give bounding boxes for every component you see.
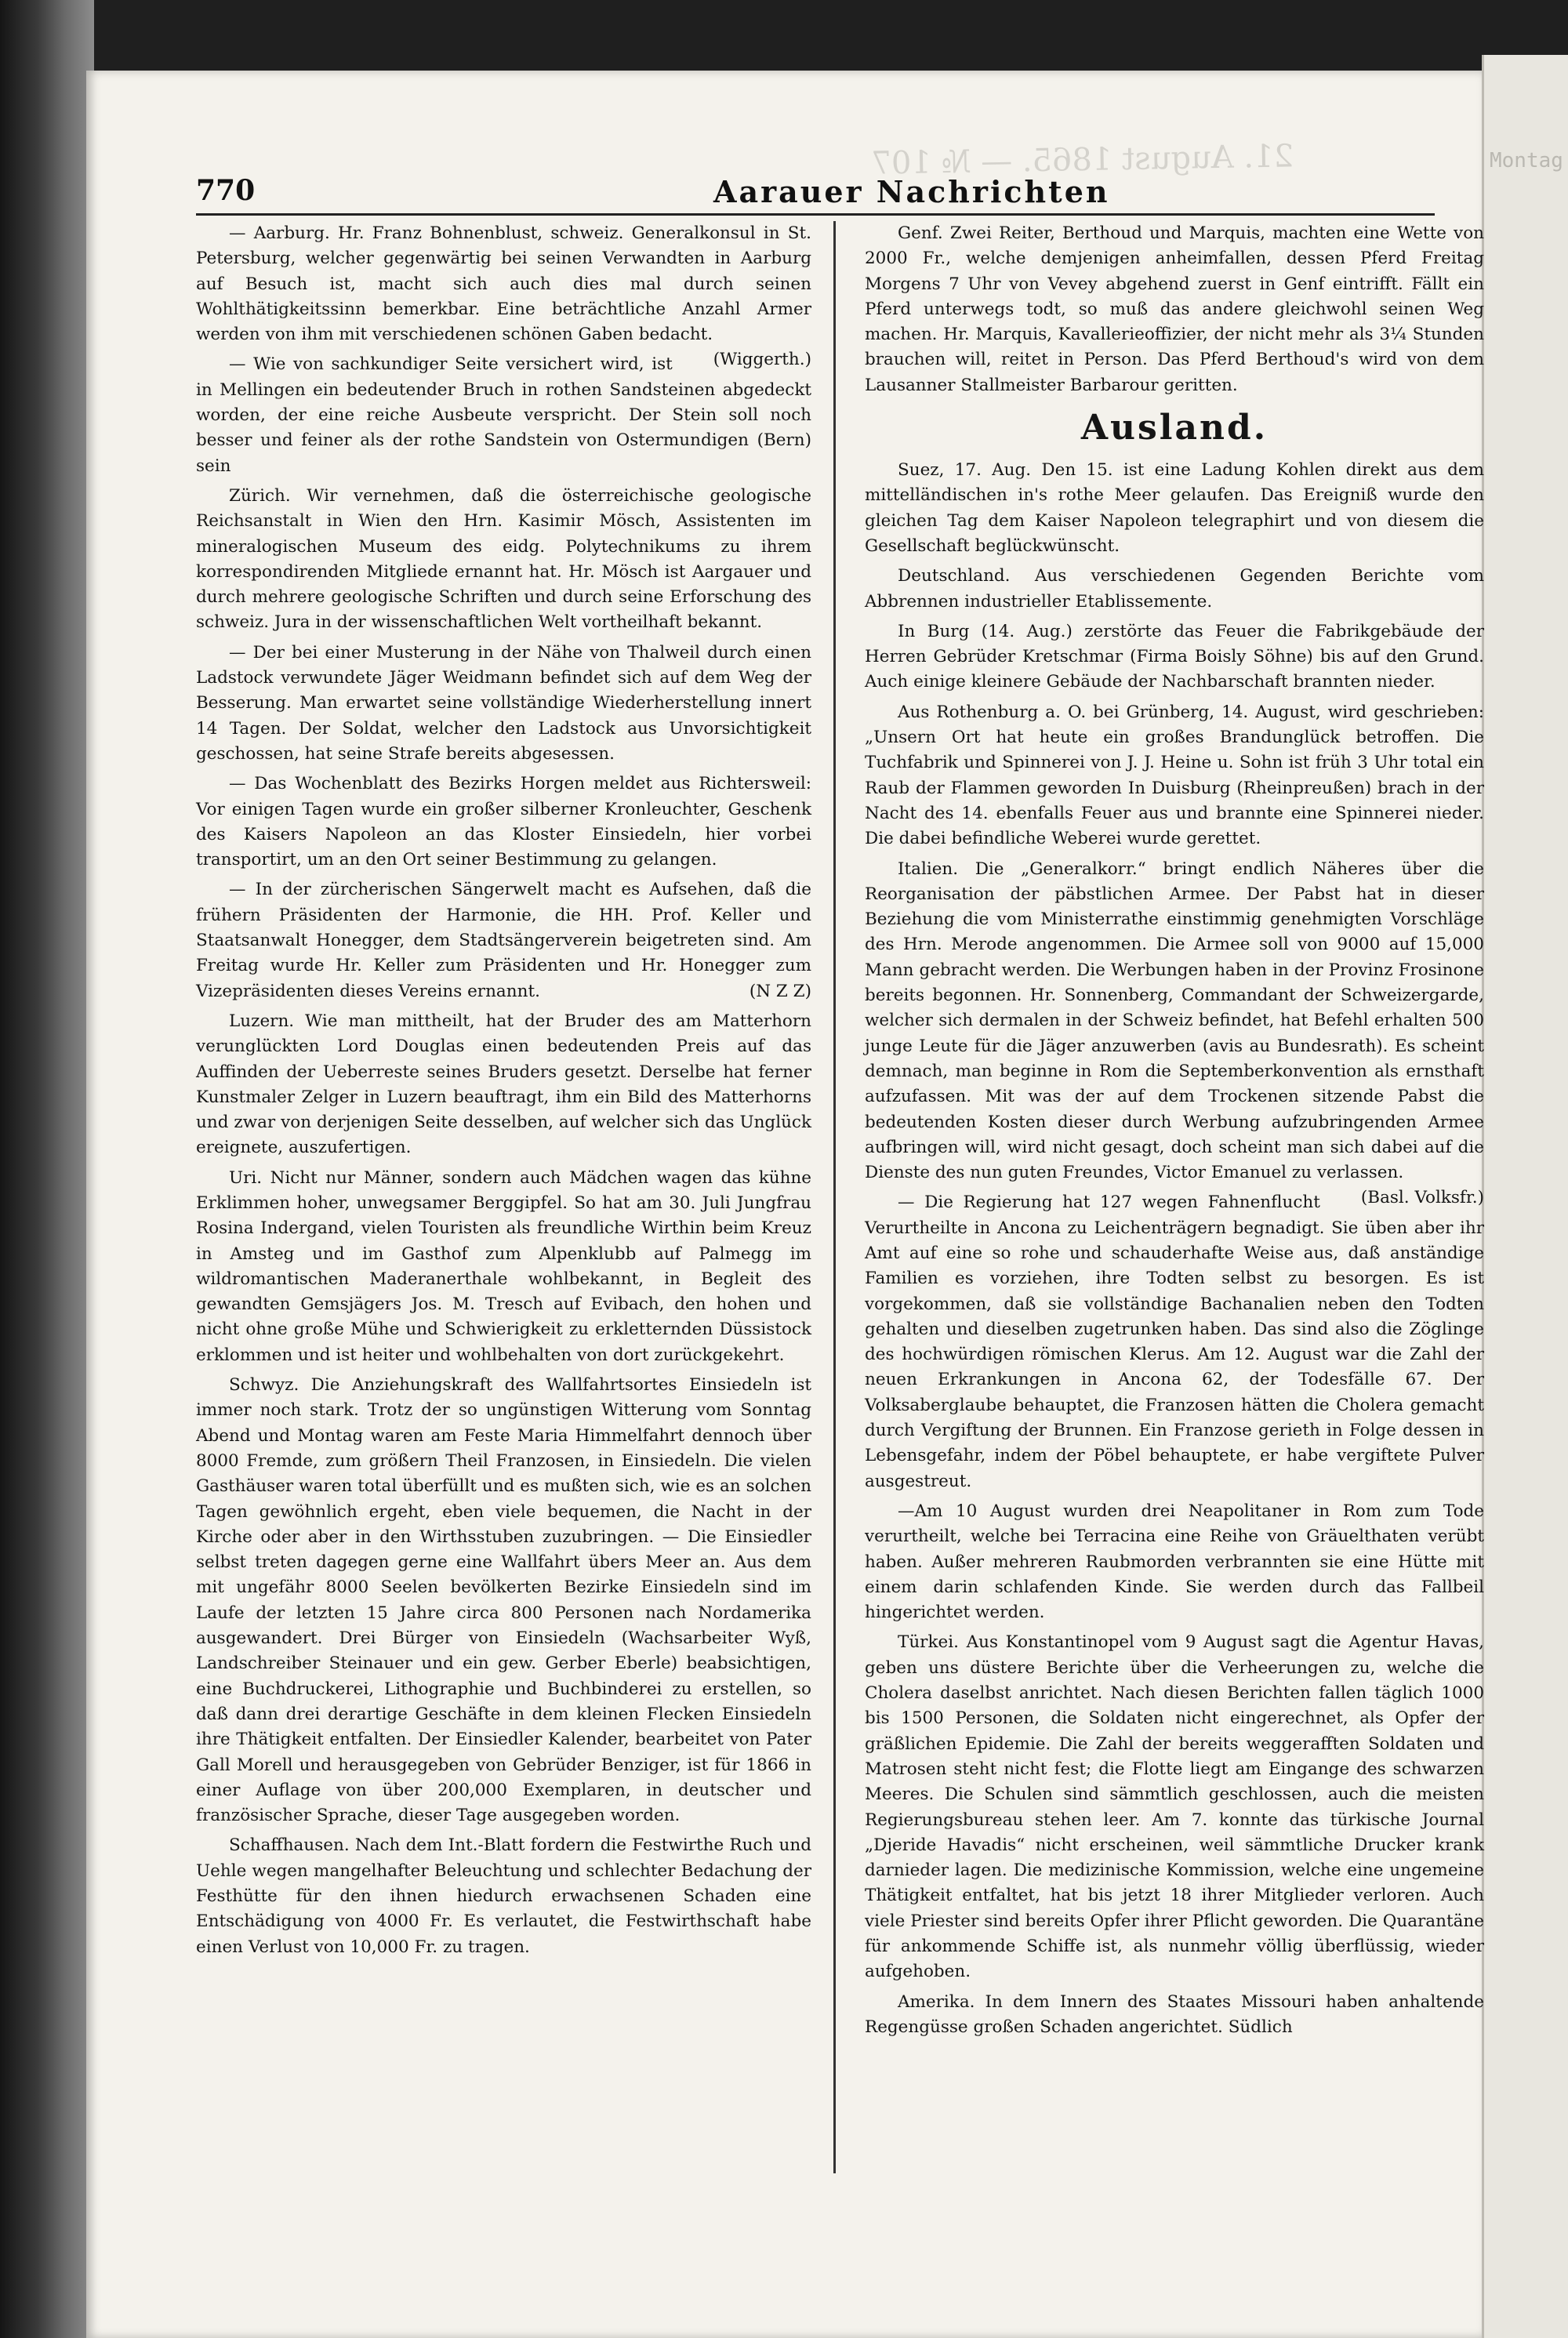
news-paragraph	[865, 1990, 1484, 2041]
right-column	[865, 221, 1484, 2040]
paragraph-text: — In der zürcherischen Sängerwelt macht es Aufsehen, daß die frühern Präsidenten der Harmonie, die HH. Prof. Keller und Staatsanwalt Honegger, dem Stadtsängerverein beigetreten sind. Am Freitag wurde Hr. Keller zum Präsidenten und Hr. Honegger zum Vizepräsidenten dieses Vereins ernannt.	[196, 880, 811, 1001]
news-paragraph	[196, 221, 811, 370]
news-paragraph	[865, 564, 1484, 615]
newspaper-title: Aarauer Nachrichten	[713, 174, 1110, 209]
ghost-text-right: Montag	[1490, 149, 1563, 172]
news-paragraph	[865, 1499, 1484, 1625]
paragraph-text: Zürich. Wir vernehmen, daß die österreichische geologische Reichsanstalt in Wien den Hrn. Kasimir Mösch, Assistenten im mineralogischen Museum des eidg. Polytechnikums zu ihrem korrespondirenden Mitgliede ernannt hat. Hr. Mösch ist Aargauer und durch mehrere geologische Schriften und durch seine Erforschung des schweiz. Jura in der wissenschaftlichen Welt vortheilhaft bekannt.	[196, 485, 811, 633]
news-paragraph	[865, 221, 1484, 398]
source-credit: (Wiggerth.)	[713, 350, 811, 370]
paragraph-text: Schaffhausen. Nach dem Int.-Blatt fordern die Festwirthe Ruch und Uehle wegen mangelhafter Beleuchtung und schlechter Bedachung der Festhütte für den ihnen hiedurch erwachsenen Schaden eine Entschädigung von 4000 Fr. Es verlautet, die Festwirthschaft habe einen Verlust von 10,000 Fr. zu tragen.	[196, 1835, 811, 1957]
news-paragraph	[196, 484, 811, 636]
paragraph-text: —Am 10 August wurden drei Neapolitaner in Rom zum Tode verurtheilt, welche bei Terracina eine Reihe von Gräuelthaten verübt haben. Außer mehreren Raubmorden verbrannten sie eine Hütte mit einem darin schlafenden Kinde. Sie werden durch das Fallbeil hingerichtet werden.	[865, 1501, 1484, 1623]
page-number: 770	[196, 174, 256, 207]
paragraph-text: — Das Wochenblatt des Bezirks Horgen meldet aus Richtersweil: Vor einigen Tagen wurde ein großer silberner Kronleuchter, Geschenk des Kaisers Napoleon an das Kloster Einsiedeln, hier vorbei transportirt, um an den Ort seiner Bestimmung zu gelangen.	[196, 774, 811, 870]
paragraph-text: Türkei. Aus Konstantinopel vom 9 August sagt die Agentur Havas, geben uns düstere Berichte über die Verheerungen zu, welche die Cholera daselbst anrichtet. Nach diesen Berichten fallen täglich 1000 bis 1500 Personen, die Soldaten nicht eingerechnet, als Opfer der gräßlichen Epidemie. Die Zahl der bereits weggerafften Soldaten und Matrosen steht nicht fest; die Flotte liegt am Eingange des schwarzen Meeres. Die Schulen sind sämmtlich geschlossen, auch die meisten Regierungsbureau stehen leer. Am 7. konnte das türkische Journal „Djeride Havadis“ nicht erscheinen, weil sämmtliche Drucker krank darnieder lagen. Die medizinische Kommission, welche eine ungemeine Thätigkeit entfaltet, hat bis jetzt 18 ihrer Mitglieder verloren. Auch viele Priester sind bereits Opfer ihrer Pflicht geworden. Die Quarantäne für ankommende Schiffe ist, als nunmehr völlig überflüssig, wieder aufgehoben.	[865, 1632, 1484, 1982]
news-paragraph	[196, 771, 811, 873]
news-paragraph	[865, 1190, 1484, 1494]
paragraph-text: Italien. Die „Generalkorr.“ bringt endlich Näheres über die Reorganisation der päbstlichen Armee. Der Pabst hat in dieser Beziehung die vom Ministerrathe einstimmig genehmigten Vorschläge des Hrn. Merode angenommen. Die Armee soll von 9000 auf 15,000 Mann gebracht werden. Die Werbungen haben in der Provinz Frosinone bereits begonnen. Hr. Sonnenberg, Commandant der Schweizergarde, welcher sich dermalen in der Schweiz befindet, hat Befehl erhalten 500 junge Leute für die Jäger anzuwerben (avis au Bundesrath). Es scheint demnach, man beginne in Rom die Septemberkonvention als ernsthaft aufzufassen. Mit was der auf dem Trockenen sitzende Pabst die bedeutenden Kosten dieser durch Werbung aufzubringenden Armee aufbringen will, wird nicht gesagt, doch scheint man sich dabei auf die Dienste des nun guten Freundes, Victor Emanuel zu verlassen.	[865, 859, 1484, 1183]
news-paragraph	[196, 641, 811, 767]
news-paragraph	[196, 1833, 811, 1959]
paragraph-text: — Der bei einer Musterung in der Nähe von Thalweil durch einen Ladstock verwundete Jäger Weidmann befindet sich auf dem Weg der Besserung. Man erwartet seine vollständige Wiederherstellung innert 14 Tagen. Der Soldat, welcher den Ladstock aus Unvorsichtigkeit geschossen, hat seine Strafe bereits abgesessen.	[196, 642, 811, 764]
paragraph-text: Luzern. Wie man mittheilt, hat der Bruder des am Matterhorn verunglückten Lord Douglas einen bedeutenden Preis auf das Auffinden der Ueberreste seines Bruders gesetzt. Derselbe hat ferner Kunstmaler Zelger in Luzern beauftragt, ihm ein Bild des Matterhorns und zwar von derjenigen Seite desselben, auf welcher sich das Unglück ereignete, auszufertigen.	[196, 1011, 811, 1158]
left-column	[196, 221, 811, 1960]
paragraph-text: Suez, 17. Aug. Den 15. ist eine Ladung Kohlen direkt aus dem mittelländischen in's rothe Meer gelaufen. Das Ereigniß wurde den gleichen Tag dem Kaiser Napoleon telegraphirt und von diesem die Gesellschaft beglückwünscht.	[865, 460, 1484, 556]
news-paragraph	[865, 700, 1484, 852]
column-divider	[833, 221, 836, 2173]
paragraph-text: Uri. Nicht nur Männer, sondern auch Mädchen wagen das kühne Erklimmen hoher, unwegsamer Berggipfel. So hat am 30. Juli Jungfrau Rosina Indergand, vielen Touristen als freundliche Wirthin beim Kreuz in Amsteg und im Gasthof zum Alpenklubb auf Palmegg im wildromantischen Maderanerthale wohlbekannt, in Begleit des gewandten Gemsjägers Jos. M. Tresch auf Evibach, den hohen und nicht ohne große Mühe und Schwierigkeit zu erkletternden Düssistock erklommen und ist heiter und wohlbehalten von dort zurückgekehrt.	[196, 1167, 811, 1365]
next-page-edge	[1482, 55, 1568, 2338]
paragraph-text: Genf. Zwei Reiter, Berthoud und Marquis, machten eine Wette von 2000 Fr., welche demjenigen anheimfallen, dessen Pferd Freitag Morgens 7 Uhr von Vevey abgehend zuerst in Genf eintrifft. Fällt ein Pferd unterwegs todt, so muß das andere gleichwohl seinen Weg machen. Hr. Marquis, Kavallerieoffizier, der nicht mehr als 3¼ Stunden brauchen will, reitet in Person. Das Pferd Berthoud's wird von dem Lausanner Stallmeister Barbarour geritten.	[865, 223, 1484, 395]
news-paragraph	[196, 877, 811, 1004]
news-paragraph	[865, 1630, 1484, 1984]
news-paragraph	[196, 1009, 811, 1161]
paragraph-text: Deutschland. Aus verschiedenen Gegenden Berichte vom Abbrennen industrieller Etablissemente.	[865, 566, 1484, 612]
paragraph-text: Aus Rothenburg a. O. bei Grünberg, 14. August, wird geschrieben: „Unsern Ort hat heute ein großes Brandunglück betroffen. Die Tuchfabrik und Spinnerei von J. J. Heine u. Sohn ist früh 3 Uhr total ein Raub der Flammen geworden In Duisburg (Rheinpreußen) brach in der Nacht des 14. ebenfalls Feuer aus und brannte eine Spinnerei nieder. Die dabei befindliche Weberei wurde gerettet.	[865, 702, 1484, 849]
news-paragraph	[196, 1166, 811, 1368]
section-heading: Ausland.	[1080, 408, 1269, 448]
paragraph-text: Amerika. In dem Innern des Staates Missouri haben anhaltende Regengüsse großen Schaden angerichtet. Südlich	[865, 1991, 1484, 2037]
bleed-through-text: 21. August 1865. — № 107	[871, 138, 1294, 182]
news-paragraph	[865, 619, 1484, 695]
paragraph-text: Schwyz. Die Anziehungskraft des Wallfahrtsortes Einsiedeln ist immer noch stark. Trotz der so ungünstigen Witterung vom Sonntag Abend und Montag waren am Feste Maria Himmelfahrt dennoch über 8000 Fremde, zum größern Theil Franzosen, in Einsiedeln. Die vielen Gasthäuser waren total überfüllt und es mußten sich, wie es an solchen Tagen gewöhnlich ergeht, eben viele bequemen, die Nacht in der Kirche oder aber in den Wirthsstuben zuzubringen. — Die Einsiedler selbst treten dagegen gerne eine Wallfahrt übers Meer an. Aus dem mit ungefähr 8000 Seelen bevölkerten Bezirke Einsiedeln sind im Laufe der letzten 15 Jahre circa 800 Personen nach Nordamerika ausgewandert. Drei Bürger von Einsiedeln (Wachsarbeiter Wyß, Landschreiber Steinauer und ein gew. Gerber Eberle) beabsichtigen, eine Buchdruckerei, Lithographie und Buchbinderei zu erstellen, so daß dann drei derartige Geschäfte in dem kleinen Flecken Einsiedeln ihre Thätigkeit entfalten. Der Einsiedler Kalender, bearbeitet von Pater Gall Morell und herausgegeben von Gebrüder Benziger, ist für 1866 in einer Auflage von über 200,000 Exemplaren, in deutscher und französischer Sprache, dieser Tage ausgegeben worden.	[196, 1375, 811, 1826]
paragraph-text: — Wie von sachkundiger Seite versichert wird, ist in Mellingen ein bedeutender Bruch in rothen Sandsteinen abgedeckt worden, der eine reiche Ausbeute verspricht. Der Stein soll noch besser und feiner als der rothe Sandstein von Ostermundigen (Bern) sein	[196, 354, 811, 476]
news-paragraph	[865, 458, 1484, 559]
source-credit: (N Z Z)	[749, 981, 811, 1001]
news-paragraph	[865, 857, 1484, 1208]
page-header	[196, 174, 1435, 216]
paragraph-text: In Burg (14. Aug.) zerstörte das Feuer die Fabrikgebäude der Herren Gebrüder Kretschmar (Firma Boisly Söhne) bis auf den Grund. Auch einige kleinere Gebäude der Nachbarschaft brannten nieder.	[865, 621, 1484, 692]
book-binding-edge	[0, 0, 94, 2338]
paragraph-text: — Aarburg. Hr. Franz Bohnenblust, schweiz. Generalkonsul in St. Petersburg, welcher gegenwärtig bei seinen Verwandten in Aarburg auf Besuch ist, macht sich auch dies mal durch seinen Wohlthätigkeitssinn bemerkbar. Eine beträchtliche Anzahl Armer werden von ihm mit verschiedenen schönen Gaben bedacht.	[196, 223, 811, 345]
news-paragraph	[196, 1373, 811, 1828]
paragraph-text: — Die Regierung hat 127 wegen Fahnenflucht Verurtheilte in Ancona zu Leichenträgern begnadigt. Sie üben aber ihr Amt auf eine so rohe und schauderhafte Weise aus, daß anständige Familien es vorziehen, ihre Todten selbst zu besorgen. Es ist vorgekommen, daß sie vollständige Bachanalien neben den Todten gehalten und dieselben zugetrunken haben. Das sind also die Zöglinge des hochwürdigen römischen Klerus. Am 12. August war die Zahl der neuen Erkrankungen in Ancona 62, der Todesfälle 67. Der Volksaberglaube behauptet, die Franzosen hätten die Cholera gemacht durch Vergiftung der Brunnen. Ein Franzose gerieth in Folge dessen in Lebensgefahr, indem der Pöbel behauptete, er habe vergiftete Pulver ausgestreut.	[865, 1193, 1484, 1491]
source-credit: (Basl. Volksfr.)	[1360, 1188, 1484, 1208]
